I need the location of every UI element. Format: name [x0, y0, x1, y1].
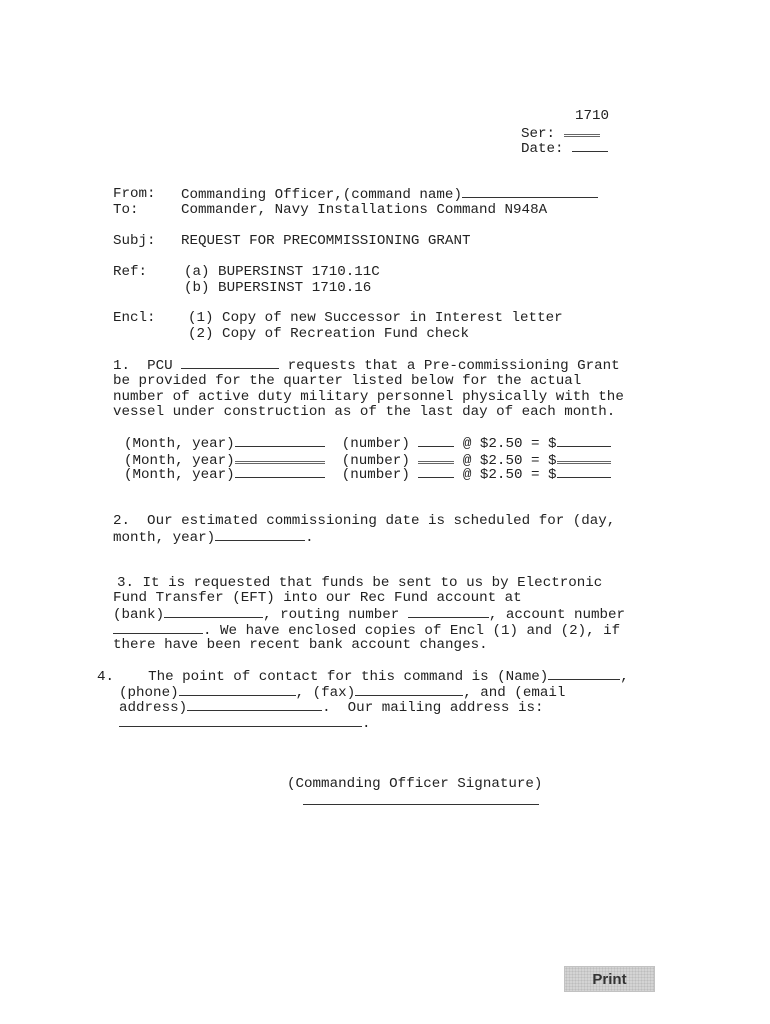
routing-number-field[interactable]: [408, 606, 489, 618]
para4-number: 4.: [97, 669, 115, 685]
para1-line-2: be provided for the quarter listed below for the actual: [113, 373, 582, 389]
phone-label: (phone): [119, 685, 179, 701]
amount-field-2[interactable]: [557, 451, 611, 464]
subj-text: REQUEST FOR PRECOMMISSIONING GRANT: [181, 233, 471, 249]
month-label: (Month, year): [124, 453, 235, 469]
fax-label: , (fax): [295, 685, 356, 701]
para3-line-2: Fund Transfer (EFT) into our Rec Fund account at: [113, 590, 522, 606]
command-name-field[interactable]: [462, 186, 598, 198]
email-label: , and (email: [463, 685, 566, 701]
print-button[interactable]: Print: [564, 966, 655, 992]
number-field-2[interactable]: [418, 451, 454, 464]
bank-field[interactable]: [164, 606, 263, 618]
mailing-period: .: [362, 716, 371, 732]
para1-line-3: number of active duty military personnel physically with the: [113, 389, 624, 405]
para1-text: requests that a Pre-commissioning Grant: [287, 358, 620, 374]
serial-field[interactable]: [564, 124, 600, 137]
rate-label: @ $2.50 = $: [462, 453, 557, 469]
subj-label: Subj:: [113, 233, 156, 249]
para1-number: 1.: [113, 358, 131, 374]
para3-line-5: there have been recent bank account changes.: [113, 637, 488, 653]
routing-label: , routing number: [263, 607, 400, 623]
signature-line[interactable]: [303, 804, 539, 805]
bank-label: (bank): [113, 607, 165, 623]
poc-comma: ,: [620, 669, 629, 685]
commissioning-date-label: month, year): [113, 530, 216, 546]
from-text: Commanding Officer,(command name): [181, 187, 462, 203]
para2-period: .: [305, 530, 314, 546]
month-label: (Month, year): [124, 436, 235, 452]
serial-label: Ser:: [521, 126, 556, 142]
month-field-1[interactable]: [235, 435, 325, 447]
poc-name-field[interactable]: [548, 668, 620, 680]
ref-label: Ref:: [113, 264, 148, 280]
month-label: (Month, year): [124, 467, 235, 483]
commissioning-date-field[interactable]: [215, 529, 305, 541]
para4-line-1: [97, 668, 629, 685]
email-address-field[interactable]: [187, 699, 322, 711]
encl-label: Encl:: [113, 310, 156, 326]
amount-field-1[interactable]: [557, 435, 611, 447]
para3-encl-text: . We have enclosed copies of Encl (1) and (2), if: [203, 623, 621, 639]
account-number-field[interactable]: [113, 622, 203, 634]
fax-field[interactable]: [355, 684, 463, 696]
date-field[interactable]: [572, 140, 608, 152]
number-label: (number): [341, 467, 410, 483]
para2-line-1: 2. Our estimated commissioning date is scheduled for (day,: [113, 513, 616, 529]
account-label: , account number: [488, 607, 626, 623]
form-number: 1710: [575, 108, 610, 124]
quarter-row-1: [124, 435, 611, 452]
pcu-label: PCU: [147, 358, 173, 374]
rate-label: @ $2.50 = $: [462, 436, 557, 452]
number-label: (number): [341, 453, 410, 469]
signature-label: (Commanding Officer Signature): [287, 776, 543, 792]
address-label: address): [119, 700, 188, 716]
ref-item-b: (b) BUPERSINST 1710.16: [184, 280, 372, 296]
to-text: Commander, Navy Installations Command N948A: [181, 202, 548, 218]
para1-first-line: [113, 357, 620, 374]
para4-line-3: [119, 699, 544, 716]
encl-item-1: (1) Copy of new Successor in Interest letter: [188, 310, 563, 326]
month-field-3[interactable]: [235, 466, 325, 478]
para1-line-4: vessel under construction as of the last day of each month.: [113, 404, 616, 420]
poc-text: The point of contact for this command is (Name): [148, 669, 549, 685]
number-field-3[interactable]: [418, 466, 454, 478]
mailing-address-field[interactable]: [119, 715, 362, 727]
mailing-text: . Our mailing address is:: [322, 700, 544, 716]
para3-line-3: [113, 606, 625, 623]
from-line: [181, 186, 598, 203]
para2-line-2: [113, 529, 314, 546]
to-label: To:: [113, 202, 139, 218]
month-field-2[interactable]: [235, 451, 325, 464]
phone-field[interactable]: [179, 684, 296, 696]
number-label: (number): [341, 436, 410, 452]
para4-line-4: [119, 715, 371, 732]
date-label: Date:: [521, 141, 564, 157]
rate-label: @ $2.50 = $: [462, 467, 557, 483]
number-field-1[interactable]: [418, 435, 454, 447]
quarter-row-3: [124, 466, 611, 483]
para3-line-1: 3. It is requested that funds be sent to us by Electronic: [117, 575, 603, 591]
ref-item-a: (a) BUPERSINST 1710.11C: [184, 264, 380, 280]
amount-field-3[interactable]: [557, 466, 611, 478]
pcu-name-field[interactable]: [181, 357, 279, 369]
date-row: [521, 140, 608, 157]
encl-item-2: (2) Copy of Recreation Fund check: [188, 326, 469, 342]
from-label: From:: [113, 186, 156, 202]
